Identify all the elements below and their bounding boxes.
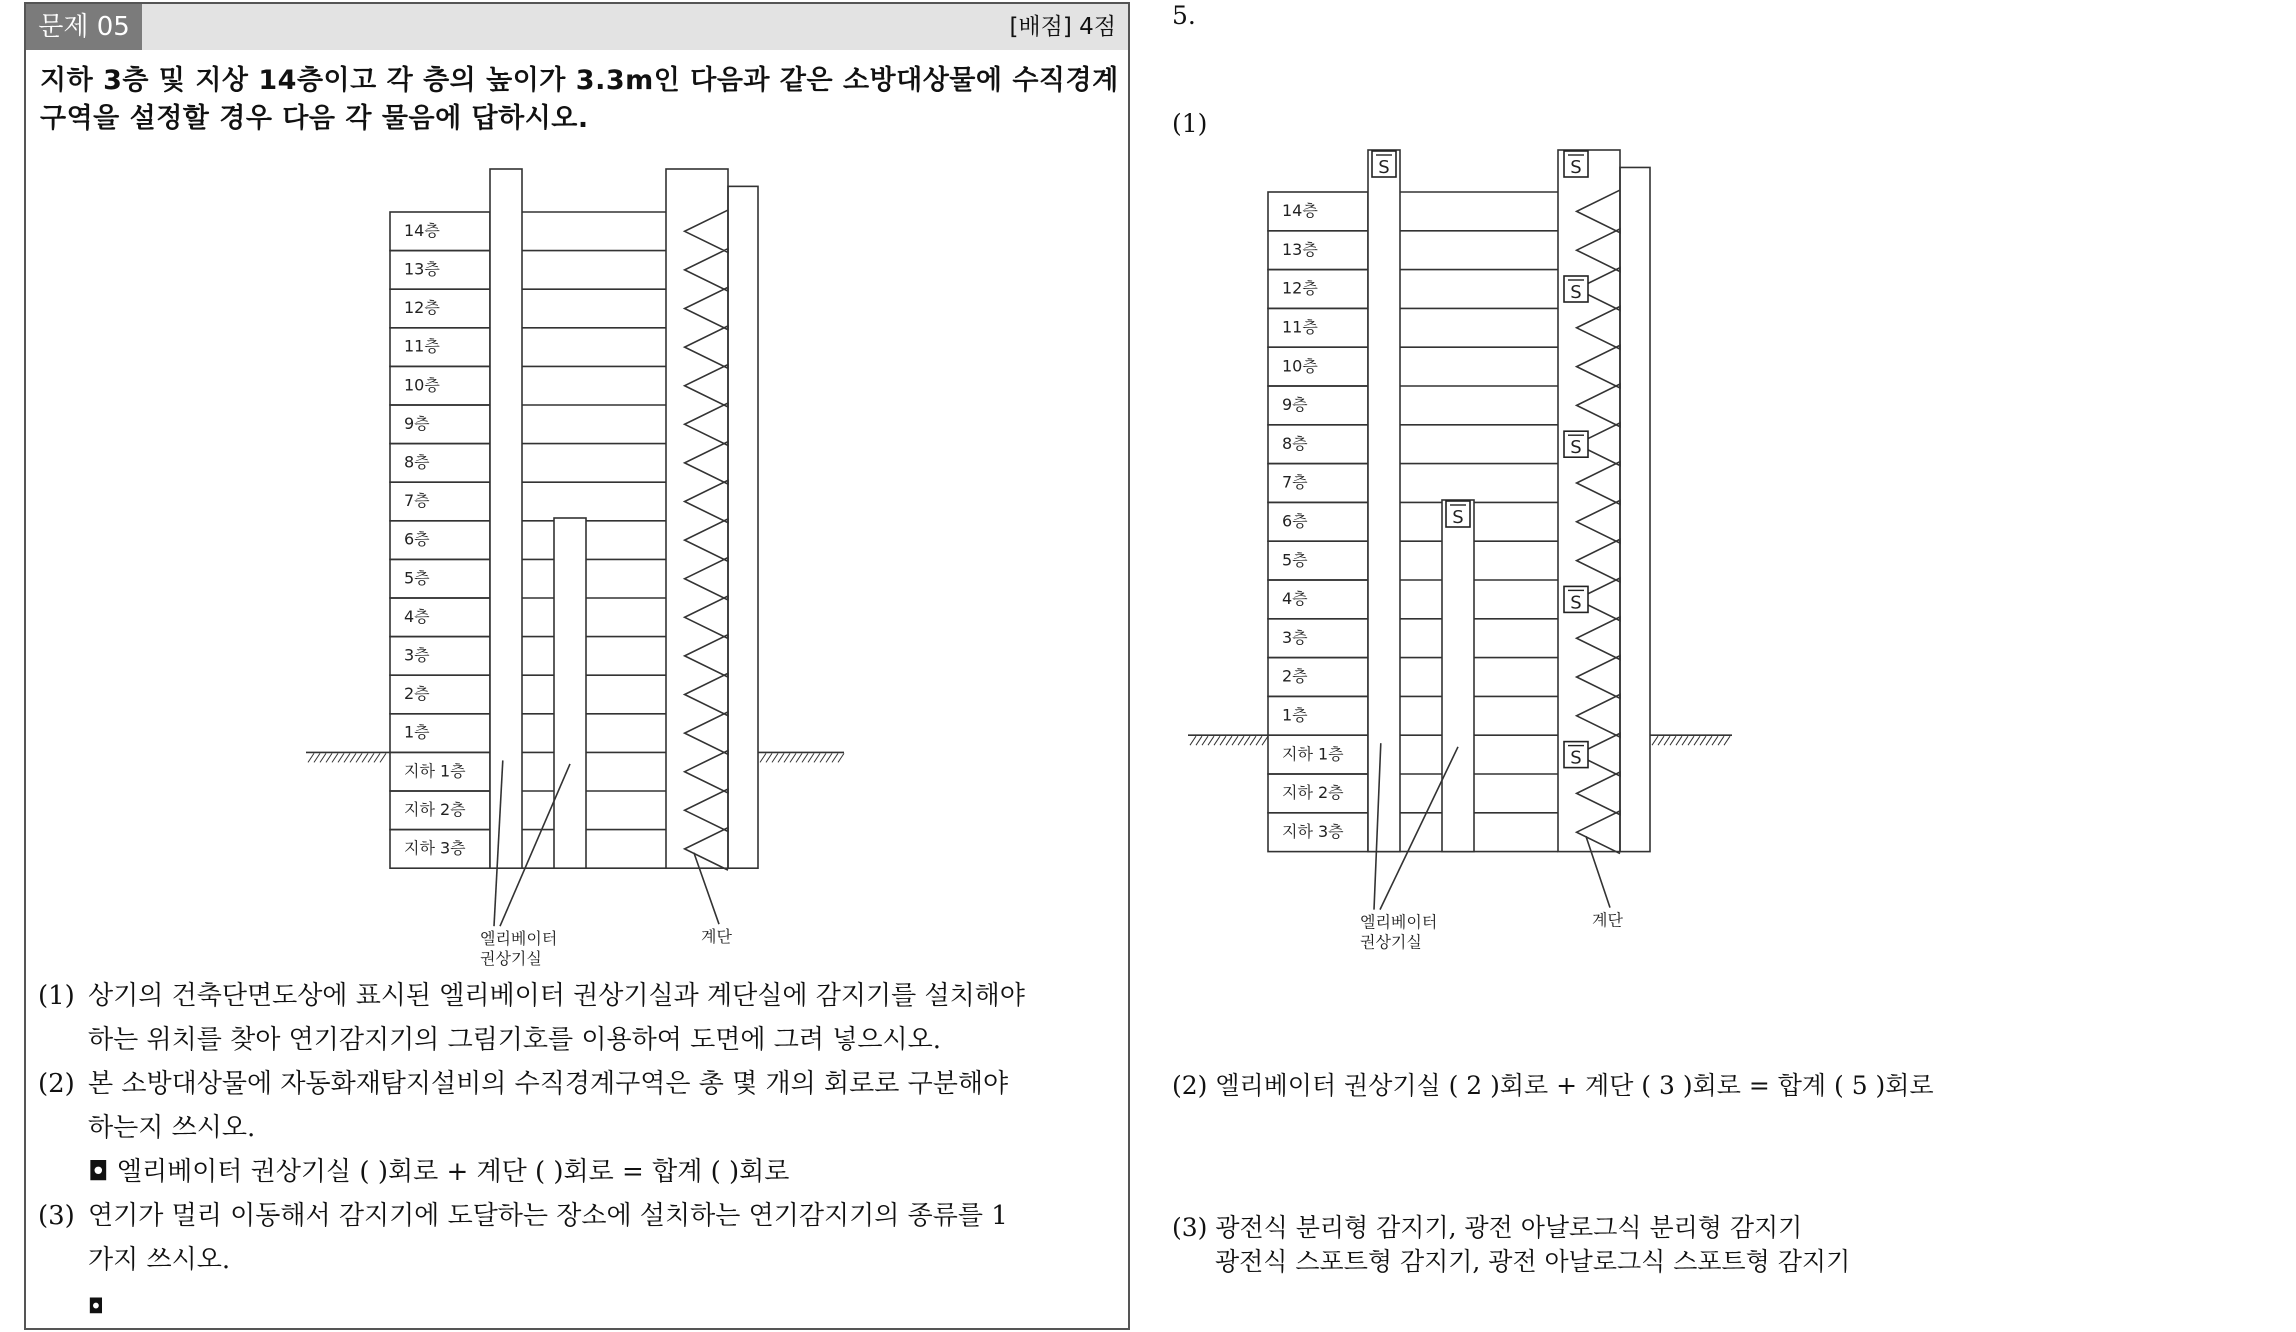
stairs-label: 계단	[701, 927, 732, 947]
ground-hatch	[1208, 736, 1214, 745]
ground-hatch	[308, 753, 314, 762]
floor-label: 9층	[1282, 395, 1308, 415]
elevator-label: 권상기실	[480, 949, 542, 969]
floor-label: 지하 2층	[404, 799, 466, 819]
q2-line2: 하는지 쓰시오.	[88, 1113, 256, 1143]
ground-hatch	[820, 753, 826, 762]
smoke-detector-elevator-1-symbol: S	[1378, 157, 1390, 178]
floor-label: 지하 1층	[404, 761, 466, 781]
floor-label: 3층	[1282, 627, 1308, 647]
floor-label: 14층	[404, 220, 440, 240]
ground-hatch	[1700, 736, 1706, 745]
floor-label: 5층	[1282, 550, 1308, 570]
ground-hatch	[760, 753, 766, 762]
floor-label: 지하 3층	[404, 838, 466, 858]
floor-label: 6층	[404, 529, 430, 549]
ground-hatch	[1256, 736, 1262, 745]
ground-hatch	[1694, 736, 1700, 745]
answer-number: 5.	[1172, 1, 1196, 30]
smoke-detector-stair-symbol: S	[1570, 437, 1582, 459]
ground-hatch	[1718, 736, 1724, 745]
floor-label: 12층	[404, 298, 440, 318]
ground-hatch	[808, 753, 814, 762]
smoke-detector-stair-symbol: S	[1570, 282, 1582, 303]
smoke-detector-stair-top-symbol: S	[1570, 157, 1582, 178]
ground-hatch	[326, 753, 332, 762]
ground-hatch	[784, 753, 790, 762]
q1-number: (1)	[38, 981, 75, 1011]
floor-label: 11층	[1282, 317, 1318, 337]
floor-label: 13층	[1282, 239, 1318, 259]
floor-label: 지하 3층	[1282, 821, 1344, 841]
q3-line2: 가지 쓰시오.	[88, 1245, 231, 1275]
ground-hatch	[1238, 736, 1244, 745]
ground-hatch	[380, 753, 386, 762]
ground-hatch	[1250, 736, 1256, 745]
stairs-label: 계단	[1592, 910, 1623, 930]
elevator-label: 엘리베이터	[1360, 912, 1438, 932]
floor-label: 12층	[1282, 278, 1318, 298]
ground-hatch	[778, 753, 784, 762]
problem-header	[26, 4, 1128, 50]
ground-hatch	[350, 753, 356, 762]
floor-label: 1층	[404, 722, 430, 742]
problem-intro: 지하 3층 및 지상 14층이고 각 층의 높이가 3.3m인 다음과 같은 소방대상물에 수직경계구역을 설정할 경우 다음 각 물음에 답하시오.	[40, 65, 1119, 134]
ground-hatch	[1724, 736, 1730, 745]
ground-hatch	[1652, 736, 1658, 745]
floor-label: 10층	[404, 375, 440, 395]
question-1	[38, 974, 1025, 1062]
floor-label: 7층	[404, 491, 430, 511]
ground-hatch	[1190, 736, 1196, 745]
ground-hatch	[1220, 736, 1226, 745]
ground-hatch	[796, 753, 802, 762]
ground-hatch	[1664, 736, 1670, 745]
floor-label: 6층	[1282, 511, 1308, 531]
q2-line1: 본 소방대상물에 자동화재탐지설비의 수직경계구역은 총 몇 개의 회로로 구분해야	[88, 1069, 1009, 1099]
elevator-shaft-1	[1368, 150, 1400, 852]
floor-label: 14층	[1282, 201, 1318, 221]
ground-hatch	[320, 753, 326, 762]
elevator-shaft-1	[490, 169, 522, 868]
answer-3-line2: 광전식 스포트형 감지기, 광전 아날로그식 스포트형 감지기	[1215, 1247, 1851, 1276]
floor-label: 7층	[1282, 472, 1308, 492]
elevator-label: 엘리베이터	[480, 929, 558, 949]
answer-2: (2) 엘리베이터 권상기실 ( 2 )회로 + 계단 ( 3 )회로 = 합계 ( 5 )회로	[1172, 1071, 1934, 1100]
ground-hatch	[766, 753, 772, 762]
ground-hatch	[344, 753, 350, 762]
ground-hatch	[362, 753, 368, 762]
ground-hatch	[790, 753, 796, 762]
floor-label: 2층	[404, 684, 430, 704]
ground-hatch	[338, 753, 344, 762]
ground-hatch	[1232, 736, 1238, 745]
floor-label: 11층	[404, 336, 440, 356]
floor-label: 4층	[404, 606, 430, 626]
ground-hatch	[374, 753, 380, 762]
elevator-shaft-2	[1442, 500, 1474, 852]
ground-hatch	[814, 753, 820, 762]
question-2	[38, 1062, 1008, 1150]
problem-badge: 문제 05	[26, 4, 142, 50]
ground-hatch	[1214, 736, 1220, 745]
floor-label: 지하 1층	[1282, 744, 1344, 764]
stair-rail	[1620, 167, 1650, 851]
ground-hatch	[1682, 736, 1688, 745]
answer-1-label: (1)	[1172, 109, 1208, 138]
ground-hatch	[332, 753, 338, 762]
floor-label: 1층	[1282, 705, 1308, 725]
q3-line1: 연기가 멀리 이동해서 감지기에 도달하는 장소에 설치하는 연기감지기의 종류를 1	[88, 1201, 1008, 1231]
answer-3-line1: (3) 광전식 분리형 감지기, 광전 아날로그식 분리형 감지기	[1172, 1213, 1803, 1242]
ground-hatch	[1676, 736, 1682, 745]
ground-hatch	[1712, 736, 1718, 745]
ground-hatch	[356, 753, 362, 762]
building-section-figure	[26, 144, 1126, 984]
smoke-detector-stair-symbol: S	[1570, 747, 1582, 769]
floor-label: 13층	[404, 259, 440, 279]
floor-label: 9층	[404, 413, 430, 433]
ground-hatch	[1226, 736, 1232, 745]
ground-hatch	[1202, 736, 1208, 745]
q1-line1: 상기의 건축단면도상에 표시된 엘리베이터 권상기실과 계단실에 감지기를 설치해야	[88, 981, 1025, 1011]
ground-hatch	[832, 753, 838, 762]
q2-number: (2)	[38, 1069, 75, 1099]
ground-hatch	[1244, 736, 1250, 745]
ground-hatch	[1262, 736, 1268, 745]
floor-label: 5층	[404, 568, 430, 588]
ground-hatch	[826, 753, 832, 762]
ground-hatch	[1706, 736, 1712, 745]
floor-label: 3층	[404, 645, 430, 665]
elevator-shaft-2	[554, 518, 586, 868]
score-label: [배점] 4점	[1009, 14, 1116, 40]
ground-hatch	[1670, 736, 1676, 745]
q1-line2: 하는 위치를 찾아 연기감지기의 그림기호를 이용하여 도면에 그려 넣으시오.	[88, 1025, 941, 1055]
ground-hatch	[1658, 736, 1664, 745]
ground-hatch	[1196, 736, 1202, 745]
elevator-label: 권상기실	[1360, 932, 1422, 952]
q3-answer-bullet: ◘	[88, 1294, 104, 1318]
ground-hatch	[314, 753, 320, 762]
floor-label: 8층	[1282, 433, 1308, 453]
smoke-detector-stair-symbol: S	[1570, 592, 1582, 614]
question-3	[38, 1194, 1008, 1282]
ground-hatch	[838, 753, 844, 762]
smoke-detector-elevator-2-symbol: S	[1452, 507, 1464, 528]
floor-label: 10층	[1282, 356, 1318, 376]
floor-label: 4층	[1282, 589, 1308, 609]
q3-number: (3)	[38, 1201, 75, 1231]
problem-panel	[24, 2, 1130, 1330]
ground-hatch	[1688, 736, 1694, 745]
floor-label: 2층	[1282, 666, 1308, 686]
stair-rail	[728, 186, 758, 868]
stair-zigzag	[685, 210, 728, 870]
answer-section-figure	[1160, 130, 1800, 960]
ground-hatch	[802, 753, 808, 762]
ground-hatch	[368, 753, 374, 762]
floor-label: 8층	[404, 452, 430, 472]
floor-label: 지하 2층	[1282, 783, 1344, 803]
ground-hatch	[772, 753, 778, 762]
q2-fill-in: ◘ 엘리베이터 권상기실 ( )회로 + 계단 ( )회로 = 합계 ( )회로	[88, 1157, 790, 1187]
